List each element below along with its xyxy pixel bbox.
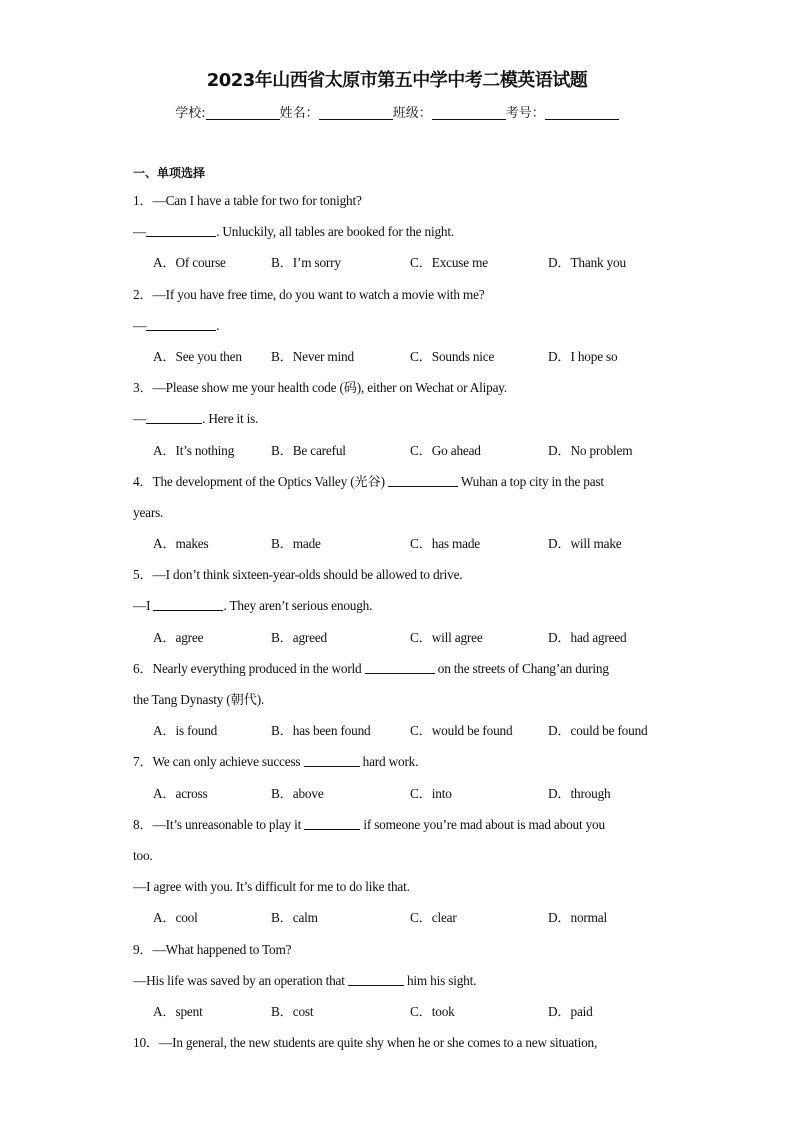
option-d: D．had agreed (548, 629, 627, 645)
option-a: A．It’s nothing (153, 442, 235, 458)
question (133, 372, 673, 466)
question (133, 746, 673, 808)
question-text: . (216, 317, 220, 333)
option-b: B．made (271, 536, 321, 552)
option-a: A．agree (153, 629, 204, 645)
option-b: B．has been found (271, 723, 371, 739)
question (133, 466, 673, 560)
question (133, 279, 673, 373)
option-c: C．would be found (410, 723, 513, 739)
question-text: 9．—What happened to Tom? (133, 941, 292, 957)
question-list (133, 185, 673, 1058)
school-blank (206, 105, 280, 120)
answer-options (133, 622, 673, 653)
option-d: D．through (548, 785, 611, 801)
answer-blank (146, 411, 202, 424)
question-line (133, 965, 673, 996)
question-text: 8．—It’s unreasonable to play it (133, 816, 305, 832)
question-text: the Tang Dynasty (朝代). (133, 692, 265, 707)
answer-options (133, 996, 673, 1027)
question-line (133, 559, 673, 590)
option-d: D．paid (548, 1003, 593, 1019)
question-line (133, 934, 673, 965)
option-b: B．agreed (271, 629, 327, 645)
answer-options (133, 341, 673, 372)
question-line (133, 809, 673, 840)
question-text: —His life was saved by an operation that (133, 972, 348, 988)
option-d: D．could be found (548, 723, 648, 739)
question-text: on the streets of Chang’an during (434, 660, 609, 676)
name-label: 姓名： (279, 106, 319, 121)
student-info-fields (0, 102, 794, 121)
question-line (133, 185, 673, 216)
option-c: C．Go ahead (410, 442, 481, 458)
question-text: Wuhan a top city in the past (457, 473, 604, 489)
question-line (133, 653, 673, 684)
question-line (133, 403, 673, 434)
option-b: B．Be careful (271, 442, 346, 458)
question (133, 185, 673, 279)
answer-options (133, 715, 673, 746)
question-line (133, 466, 673, 497)
question-text: — (133, 411, 147, 427)
question-line (133, 746, 673, 777)
question-text: 4．The development of the Optics Valley (光谷) (133, 473, 388, 489)
question-line (133, 310, 673, 341)
option-c: C．will agree (410, 629, 483, 645)
option-b: B．Never mind (271, 348, 354, 364)
answer-blank (153, 598, 223, 611)
option-a: A．across (153, 785, 208, 801)
question-text: . Here it is. (202, 411, 259, 427)
option-a: A．See you then (153, 348, 242, 364)
option-c: C．has made (410, 536, 481, 552)
option-c: C．took (410, 1003, 455, 1019)
question-line (133, 216, 673, 247)
question-text: . Unluckily, all tables are booked for the night. (216, 224, 454, 240)
question-line (133, 497, 673, 528)
question-text: too. (133, 847, 153, 863)
question-line (133, 871, 673, 902)
question-text: — (133, 224, 147, 240)
question-text: 5．—I don’t think sixteen-year-olds should be allowed to drive. (133, 567, 463, 583)
option-d: D．will make (548, 536, 622, 552)
option-c: C．into (410, 785, 452, 801)
question (133, 1027, 673, 1058)
section-heading: 一、单项选择 (133, 166, 206, 180)
option-a: A．makes (153, 536, 209, 552)
question-line (133, 279, 673, 310)
question (133, 934, 673, 1028)
question-text: . They aren’t serious enough. (223, 598, 373, 614)
question-text: — (133, 317, 147, 333)
answer-options (133, 247, 673, 278)
class-blank (432, 105, 506, 120)
answer-blank (304, 754, 360, 767)
option-d: D．normal (548, 910, 607, 926)
answer-blank (388, 474, 458, 487)
school-label: 学校: (175, 106, 206, 121)
option-c: C．clear (410, 910, 457, 926)
option-b: B．calm (271, 910, 318, 926)
option-b: B．cost (271, 1003, 314, 1019)
answer-options (133, 778, 673, 809)
exam-number-label: 考号： (505, 106, 545, 121)
answer-blank (146, 224, 216, 237)
question-text: him his sight. (403, 972, 477, 988)
answer-blank (146, 318, 216, 331)
question-text: years. (133, 504, 164, 520)
exam-number-blank (545, 105, 619, 120)
answer-blank (348, 973, 404, 986)
answer-options (133, 528, 673, 559)
answer-options (133, 435, 673, 466)
option-a: A．spent (153, 1003, 203, 1019)
question-text: 7．We can only achieve success (133, 754, 304, 770)
answer-blank (304, 817, 360, 830)
option-c: C．Sounds nice (410, 348, 495, 364)
question (133, 653, 673, 747)
question-line (133, 684, 673, 715)
question-text: —I agree with you. It’s difficult for me to do like that. (133, 879, 410, 895)
option-d: D．I hope so (548, 348, 618, 364)
question-line (133, 840, 673, 871)
answer-blank (365, 661, 435, 674)
question-text: 3．—Please show me your health code (码), either on Wechat or Alipay. (133, 380, 507, 396)
option-d: D．No problem (548, 442, 633, 458)
question-text: —I (133, 598, 154, 614)
option-a: A．cool (153, 910, 198, 926)
option-a: A．is found (153, 723, 218, 739)
answer-options (133, 902, 673, 933)
option-c: C．Excuse me (410, 255, 488, 271)
question-text: 6．Nearly everything produced in the world (133, 660, 365, 676)
name-blank (319, 105, 393, 120)
question-line (133, 372, 673, 403)
option-a: A．Of course (153, 255, 226, 271)
option-b: B．above (271, 785, 324, 801)
question-line (133, 1027, 673, 1058)
option-d: D．Thank you (548, 255, 626, 271)
question-text: hard work. (359, 754, 419, 770)
question-line (133, 590, 673, 621)
page-title: 2023年山西省太原市第五中学中考二模英语试题 (206, 70, 588, 91)
question-text: 1．—Can I have a table for two for tonight? (133, 193, 362, 208)
option-b: B．I’m sorry (271, 255, 341, 271)
question-text: 2．—If you have free time, do you want to watch a movie with me? (133, 286, 485, 302)
class-label: 班级： (392, 106, 432, 121)
question (133, 809, 673, 934)
question-text: if someone you’re mad about is mad about you (360, 816, 605, 832)
question (133, 559, 673, 653)
question-text: 10．—In general, the new students are quite shy when he or she comes to a new situation, (133, 1035, 598, 1051)
